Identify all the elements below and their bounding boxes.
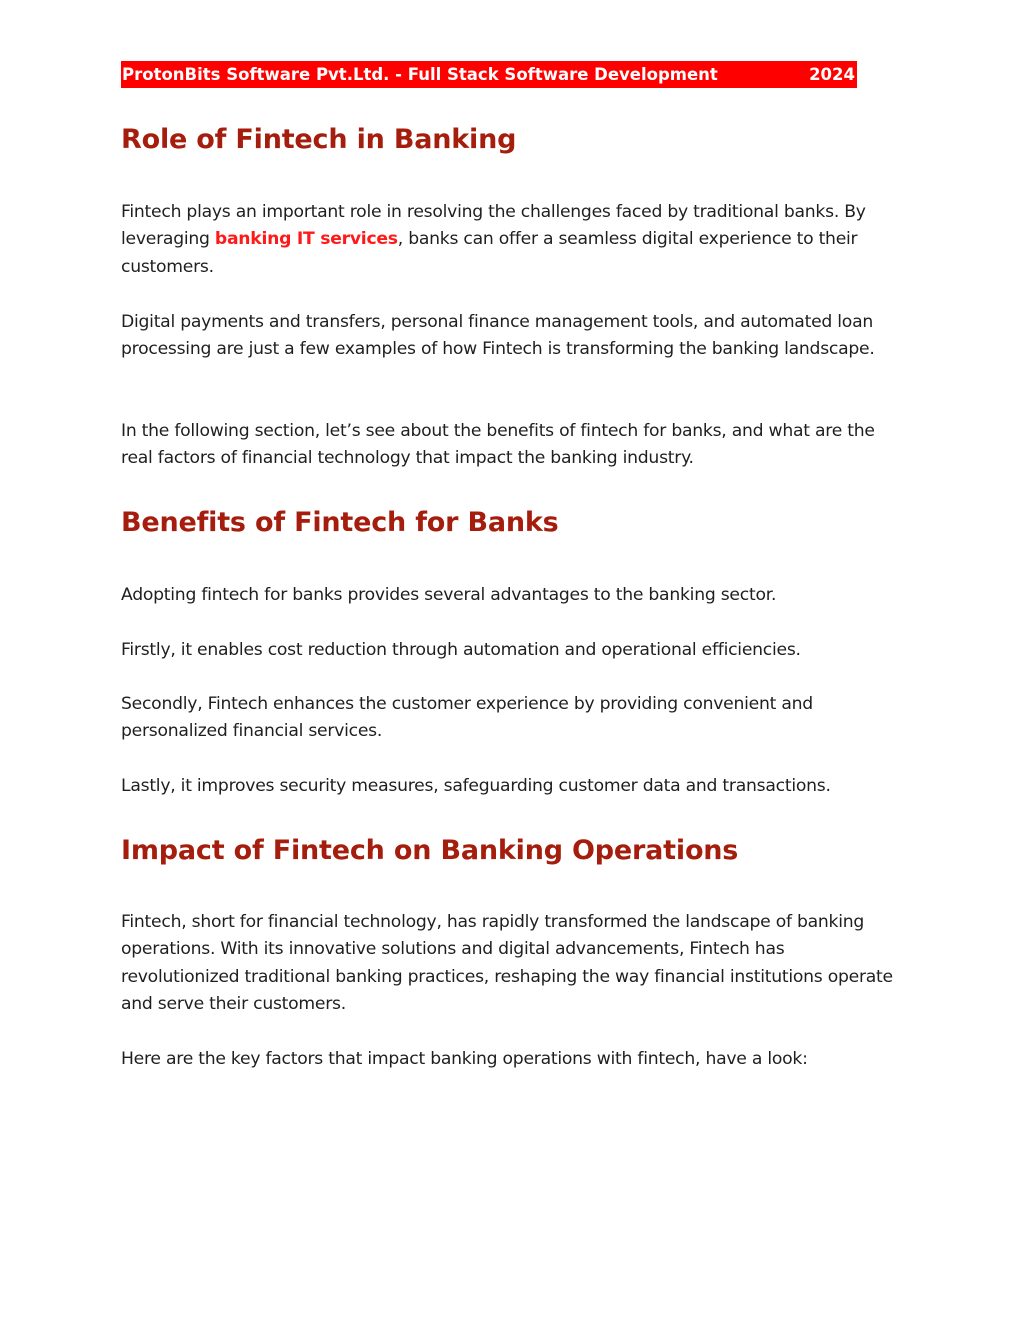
paragraph-text: , banks can offer a seamless digital experience to their customers. (121, 229, 858, 277)
banking-it-services-link[interactable]: banking IT services (214, 229, 398, 250)
paragraph-following-section: In the following section, let’s see about the benefits of fintech for banks, and what are the real factors of financial technology that impact the banking industry. (121, 421, 875, 469)
paragraph-secondly: Secondly, Fintech enhances the customer experience by providing convenient and personalized financial services. (121, 694, 813, 742)
paragraph-key-factors: Here are the key factors that impact banking operations with fintech, have a look: (121, 1049, 808, 1069)
paragraph-digital-payments: Digital payments and transfers, personal finance management tools, and automated loan processing are just a few examples of how Fintech is transforming the banking landscape. (121, 312, 875, 360)
paragraph-role-intro (121, 199, 896, 281)
section-heading-benefits: Benefits of Fintech for Banks (121, 507, 559, 538)
paragraph-firstly: Firstly, it enables cost reduction through automation and operational efficiencies. (121, 640, 801, 660)
paragraph-adopting-fintech: Adopting fintech for banks provides several advantages to the banking sector. (121, 585, 777, 605)
paragraph-fintech-short: Fintech, short for financial technology, has rapidly transformed the landscape of banking operations. With its innovative solutions and digital advancements, Fintech has revolutionized traditional banking practices, reshaping the way financial institutions operate and serve their customers. (121, 912, 893, 1015)
paragraph-text: Fintech plays an important role in resolving the challenges faced by traditional banks. By leveraging (121, 202, 866, 250)
page-header-bar (121, 61, 857, 88)
header-company-text: ProtonBits Software Pvt.Ltd. - Full Stack Software Development (122, 65, 718, 84)
paragraph-lastly: Lastly, it improves security measures, safeguarding customer data and transactions. (121, 776, 831, 796)
section-heading-role-of-fintech: Role of Fintech in Banking (121, 124, 517, 155)
header-year: 2024 (809, 65, 855, 84)
section-heading-impact: Impact of Fintech on Banking Operations (121, 835, 739, 866)
